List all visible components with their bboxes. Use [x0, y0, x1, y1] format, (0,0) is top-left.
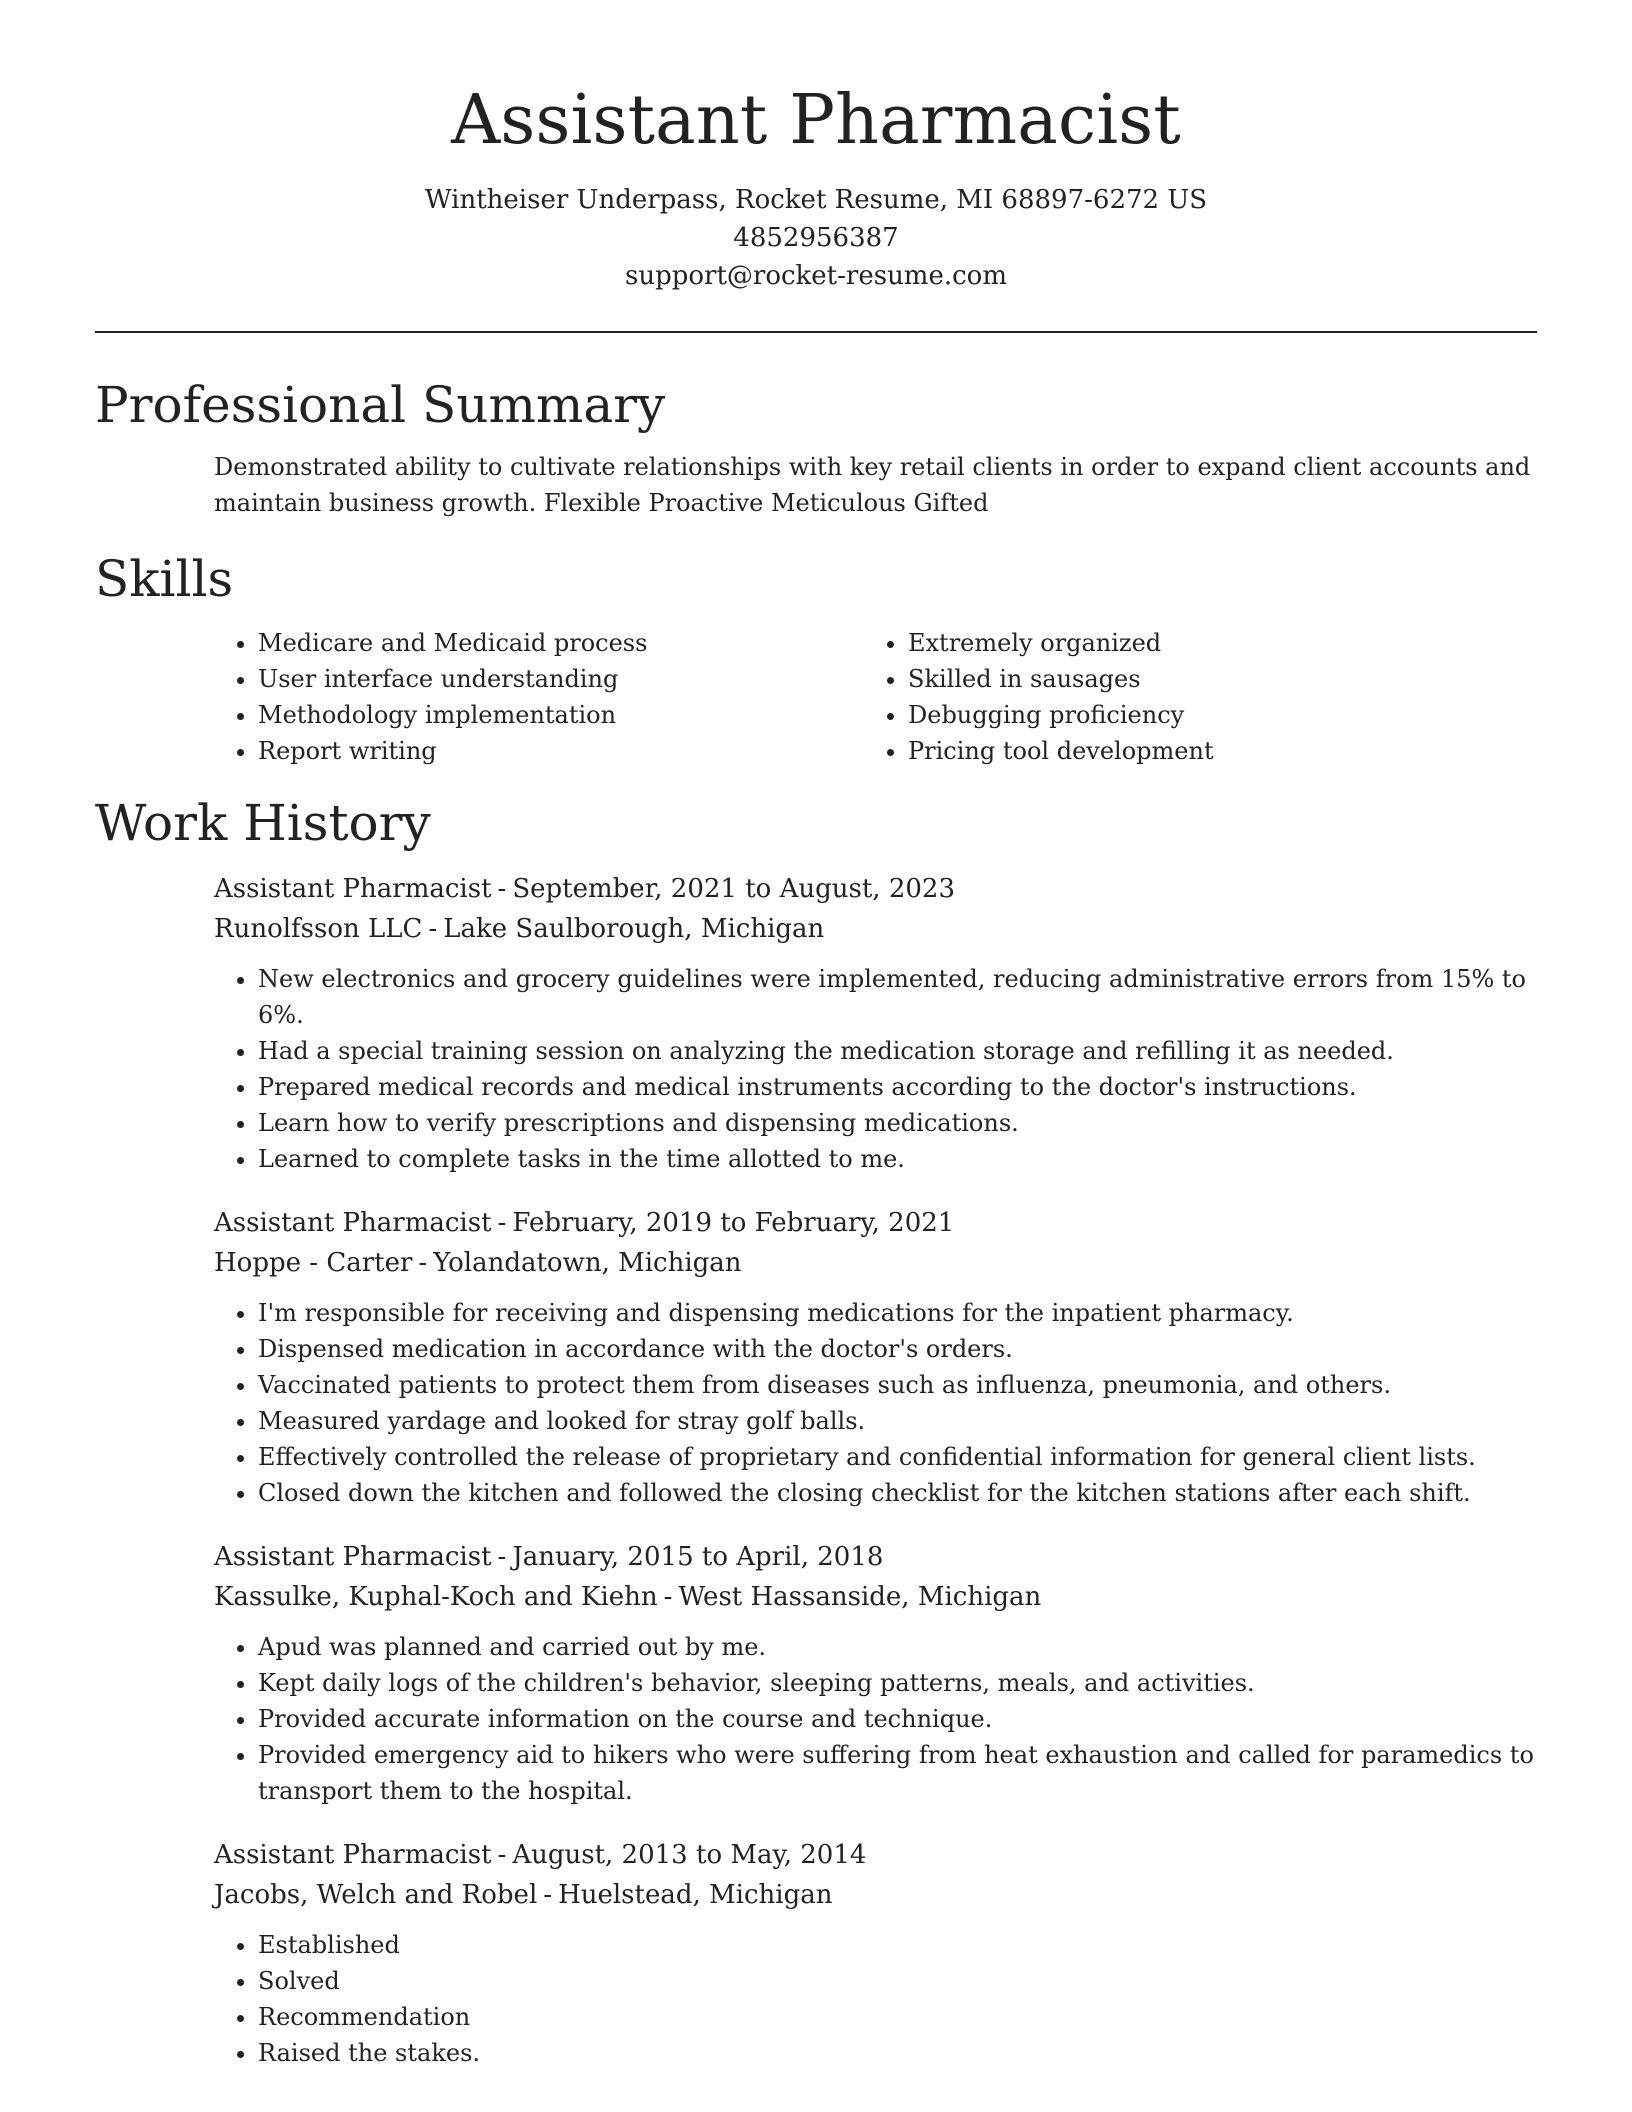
skill-item: • Pricing tool development	[908, 733, 1514, 769]
job-company: Jacobs, Welch and Robel	[214, 1879, 538, 1910]
job-bullet: • Measured yardage and looked for stray golf balls.	[258, 1403, 1537, 1439]
job-entry	[214, 869, 1537, 1177]
job-bullet: • Apud was planned and carried out by me.	[258, 1629, 1537, 1665]
skill-item: • User interface understanding	[258, 661, 864, 697]
phone-number: 4852956387	[733, 222, 899, 253]
skill-item: • Methodology implementation	[258, 697, 864, 733]
skill-item: • Extremely organized	[908, 625, 1514, 661]
job-dates: September, 2021 to August, 2023	[512, 873, 955, 904]
job-title: Assistant Pharmacist	[214, 1839, 492, 1870]
job-bullet: • Raised the stakes.	[258, 2035, 1537, 2071]
separator: -	[497, 1207, 507, 1238]
job-bullets	[214, 1927, 1537, 2071]
job-entry	[214, 1835, 1537, 2071]
job-company-line	[214, 909, 1537, 949]
email-address: support@rocket-resume.com	[624, 260, 1007, 291]
job-bullet: • Provided emergency aid to hikers who were suffering from heat exhaustion and called for paramedics to transport them to the hospital.	[258, 1737, 1537, 1809]
job-company-line	[214, 1875, 1537, 1915]
job-title-line	[214, 1537, 1537, 1577]
contact-info	[95, 181, 1537, 295]
job-bullet: • New electronics and grocery guidelines were implemented, reducing administrative errors from 15% to 6%.	[258, 961, 1537, 1033]
job-company: Hoppe - Carter	[214, 1247, 413, 1278]
skill-item: • Report writing	[258, 733, 864, 769]
job-dates: August, 2013 to May, 2014	[512, 1839, 867, 1870]
address: Wintheiser Underpass, Rocket Resume, MI 68897-6272 US	[424, 184, 1208, 215]
job-bullet: • Provided accurate information on the course and technique.	[258, 1701, 1537, 1737]
header-divider	[95, 331, 1537, 333]
summary-text: Demonstrated ability to cultivate relationships with key retail clients in order to expand client accounts and maintain business growth. Flexible Proactive Meticulous Gifted	[214, 452, 1531, 517]
job-title: Assistant Pharmacist	[214, 1207, 492, 1238]
job-bullet: • Had a special training session on analyzing the medication storage and refilling it as needed.	[258, 1033, 1537, 1069]
separator: -	[663, 1581, 673, 1612]
professional-summary-section	[95, 375, 1537, 521]
job-bullet: • Learn how to verify prescriptions and dispensing medications.	[258, 1105, 1537, 1141]
skills-grid	[214, 625, 1537, 769]
skill-item: • Medicare and Medicaid process	[258, 625, 864, 661]
resume-header	[95, 81, 1537, 295]
job-title-line	[214, 1835, 1537, 1875]
job-bullet: • Vaccinated patients to protect them from diseases such as influenza, pneumonia, and others.	[258, 1367, 1537, 1403]
job-dates: January, 2015 to April, 2018	[512, 1541, 884, 1572]
job-title: Assistant Pharmacist	[214, 1541, 492, 1572]
separator: -	[418, 1247, 428, 1278]
job-location: Lake Saulborough, Michigan	[443, 913, 825, 944]
skills-list-left	[214, 625, 864, 769]
separator: -	[497, 1541, 507, 1572]
job-location: Huelstead, Michigan	[558, 1879, 833, 1910]
job-bullet: • Learned to complete tasks in the time allotted to me.	[258, 1141, 1537, 1177]
job-company: Runolfsson LLC	[214, 913, 423, 944]
job-entry	[214, 1203, 1537, 1511]
separator: -	[497, 873, 507, 904]
job-title: Assistant Pharmacist	[214, 873, 492, 904]
job-bullets	[214, 961, 1537, 1177]
job-company-line	[214, 1243, 1537, 1283]
section-title-summary: Professional Summary	[95, 375, 666, 434]
job-dates: February, 2019 to February, 2021	[512, 1207, 955, 1238]
skills-list-right	[864, 625, 1514, 769]
job-bullets	[214, 1629, 1537, 1809]
job-title-line	[214, 869, 1537, 909]
separator: -	[428, 913, 438, 944]
separator: -	[543, 1879, 553, 1910]
job-bullet: • I'm responsible for receiving and dispensing medications for the inpatient pharmacy.	[258, 1295, 1537, 1331]
skill-item: • Debugging proficiency	[908, 697, 1514, 733]
job-location: West Hassanside, Michigan	[678, 1581, 1042, 1612]
job-location: Yolandatown, Michigan	[433, 1247, 742, 1278]
job-bullets	[214, 1295, 1537, 1511]
job-list	[95, 869, 1537, 2071]
separator: -	[497, 1839, 507, 1870]
job-bullet: • Dispensed medication in accordance with the doctor's orders.	[258, 1331, 1537, 1367]
job-bullet: • Effectively controlled the release of proprietary and confidential information for general client lists.	[258, 1439, 1537, 1475]
job-company: Kassulke, Kuphal-Koch and Kiehn	[214, 1581, 658, 1612]
job-bullet: • Closed down the kitchen and followed the closing checklist for the kitchen stations after each shift.	[258, 1475, 1537, 1511]
job-bullet: • Recommendation	[258, 1999, 1537, 2035]
job-bullet: • Established	[258, 1927, 1537, 1963]
section-title-work-history: Work History	[95, 793, 431, 852]
job-company-line	[214, 1577, 1537, 1617]
job-bullet: • Solved	[258, 1963, 1537, 1999]
job-title-line	[214, 1203, 1537, 1243]
job-bullet: • Prepared medical records and medical instruments according to the doctor's instructions.	[258, 1069, 1537, 1105]
work-history-section	[95, 793, 1537, 2071]
skills-section	[95, 549, 1537, 769]
candidate-name: Assistant Pharmacist	[451, 81, 1181, 160]
section-title-skills: Skills	[95, 549, 234, 608]
skill-item: • Skilled in sausages	[908, 661, 1514, 697]
job-entry	[214, 1537, 1537, 1809]
job-bullet: • Kept daily logs of the children's behavior, sleeping patterns, meals, and activities.	[258, 1665, 1537, 1701]
